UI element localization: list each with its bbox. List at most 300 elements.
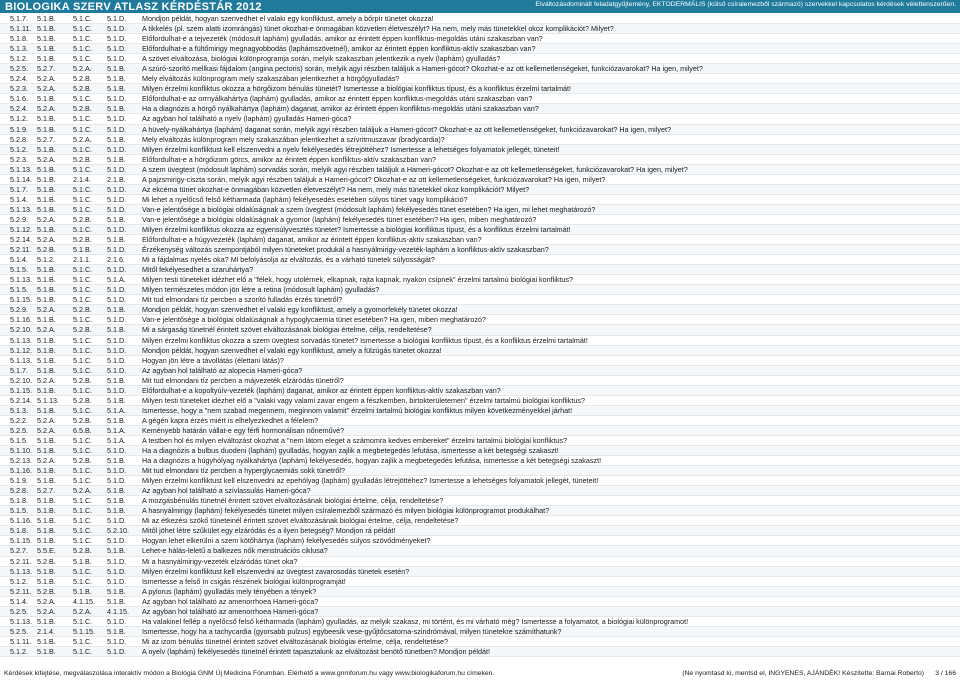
question-text: Van-e jelentősége a biológiai oldalúságnak a szem üvegtest (módosult laphám) fekélyesedés tünet esetében? Ha igen, mi lehet meghatározó? — [142, 204, 596, 214]
question-text: Van-e jelentősége a biológiai oldalúságnak a gyomor (laphám) fekélyesedés tünet esetében? Ha igen, miben meghatározó? — [142, 214, 537, 224]
question-text: Ha a diagnózis a bulbus duodeni (laphám) gyulladás, hogyan zajlik a megbetegedés lefutása, ismertesse a két betegségi szakaszt! — [142, 446, 559, 456]
question-row — [0, 44, 960, 54]
code-col-4: 5.1.D. — [107, 14, 127, 23]
code-col-4: 5.1.D. — [107, 54, 127, 64]
question-text: Mondjon példát, hogyan szenvedhet el valaki egy konfliktust, amely a fülzúgás tünetet okozza! — [142, 345, 442, 355]
question-row — [0, 195, 960, 205]
code-col-4: 5.1.B. — [107, 415, 126, 425]
question-text: Milyen testi tüneteket idézhet elő a "félek, hogy utolérnek, elkapnak, rajta kapnak, nyakon csípnek" érzelmi tartalmú biológiai konfliktus? — [142, 275, 573, 285]
question-row — [0, 466, 960, 476]
code-col-4: 5.1.D. — [107, 184, 127, 194]
question-row — [0, 446, 960, 456]
code-col-1: 5.1.7. — [10, 14, 28, 23]
code-col-1: 5.2.8. — [10, 134, 28, 144]
code-col-2: 5.2.A. — [37, 375, 56, 385]
code-col-1: 5.1.2. — [10, 576, 28, 586]
code-col-3: 5.1.C. — [73, 315, 93, 325]
code-col-4: 5.1.D. — [107, 144, 127, 154]
code-col-3: 5.1.C. — [73, 446, 93, 456]
code-col-1: 5.2.4. — [10, 74, 28, 84]
code-col-1: 5.2.13. — [10, 456, 32, 466]
question-row — [0, 416, 960, 426]
code-col-4: 5.1.A. — [107, 435, 126, 445]
code-col-2: 5.1.B. — [37, 576, 56, 586]
code-col-4: 5.1.D. — [107, 566, 127, 576]
question-row — [0, 165, 960, 175]
code-col-2: 5.2.7. — [37, 486, 55, 496]
code-col-3: 5.1.C. — [73, 365, 93, 375]
question-text: Előfordulhat-e a fültőmirigy megnagyobbodás (laphámszövetnél), amikor az érintett éppen konfliktus-aktív szakaszban van? — [142, 44, 536, 54]
question-text: A hüvely-nyálkahártya (laphám) daganat során, melyik agyi részben találjuk a Hameri-gócot? Okozhat-e az ott kellemetlenségeket, funkciózavarokat? Ha igen, milyet? — [142, 124, 671, 134]
question-row — [0, 396, 960, 406]
code-col-1: 5.1.13. — [10, 566, 32, 576]
code-col-4: 5.1.D. — [107, 114, 127, 124]
question-row — [0, 456, 960, 466]
code-col-1: 5.1.5. — [10, 265, 28, 275]
code-col-4: 5.1.B. — [107, 325, 126, 335]
code-col-4: 2.1.6. — [107, 255, 125, 265]
code-col-1: 5.1.9. — [10, 476, 28, 486]
code-col-1: 5.1.4. — [10, 596, 28, 606]
question-row — [0, 225, 960, 235]
code-col-4: 5.1.B. — [107, 546, 126, 556]
question-text: Milyen érzelmi konfliktus okozza a szem üvegtest sorvadás tünetet? Ismertesse a biológiai konfliktus típust, és a konfliktus érzelmi tartalmát! — [142, 335, 588, 345]
code-col-3: 5.2.B. — [73, 395, 92, 405]
code-col-1: 5.1.12. — [10, 224, 32, 234]
question-text: Ha a diagnózis a húgyhólyag nyálkahártya (laphám) fekélyesedés, hogyan zajlik a megbetegedés lefutása, ismertesse a két betegségi szakaszt! — [142, 456, 602, 466]
question-row — [0, 587, 960, 597]
code-col-4: 5.1.A. — [107, 425, 126, 435]
code-col-1: 5.2.11. — [10, 556, 32, 566]
question-row — [0, 436, 960, 446]
code-col-2: 5.1.B. — [37, 44, 56, 54]
question-text: Van-e jelentősége a biológiai oldalúságnak a hypoglycaemia tünet esetében? Ha igen, miben meghatározó? — [142, 315, 486, 325]
code-col-1: 5.1.15. — [10, 295, 32, 305]
question-text: Előfordulhat-e a húgyvezeték (laphám) daganat, amikor az érintett éppen konfliktus-aktív szakaszban van? — [142, 235, 482, 245]
code-col-3: 5.2.A. — [73, 64, 92, 74]
question-text: Milyen érzelmi konfliktus okozza a hörgőizom bénulás tünetét? Ismertesse a biológiai konfliktus típust, és a konfliktus érzelmi tartalmát! — [142, 84, 572, 94]
code-col-3: 5.2.B. — [73, 214, 92, 224]
code-col-4: 5.1.D. — [107, 164, 127, 174]
code-col-4: 5.1.B. — [107, 395, 126, 405]
question-row — [0, 647, 960, 657]
code-col-4: 5.1.B. — [107, 586, 126, 596]
code-col-4: 5.1.D. — [107, 476, 127, 486]
code-col-2: 5.2.B. — [37, 556, 56, 566]
code-col-1: 5.2.7. — [10, 546, 28, 556]
code-col-1: 5.1.2. — [10, 54, 28, 64]
code-col-3: 5.2.B. — [73, 325, 92, 335]
code-col-2: 5.1.B. — [37, 265, 56, 275]
code-col-1: 5.1.16. — [10, 315, 32, 325]
code-col-1: 5.1.13. — [10, 616, 32, 626]
code-col-2: 5.1.13. — [37, 395, 59, 405]
code-col-3: 5.1.C. — [73, 204, 93, 214]
code-col-2: 5.1.B. — [37, 355, 56, 365]
question-row — [0, 275, 960, 285]
page-number: 3 / 166 — [935, 670, 956, 677]
question-row — [0, 315, 960, 325]
code-col-1: 5.2.14. — [10, 235, 32, 245]
code-col-1: 5.1.12. — [10, 345, 32, 355]
question-row — [0, 34, 960, 44]
code-col-1: 5.2.2. — [10, 415, 28, 425]
question-text: Ha a diagnózis a hörgő nyálkahártya (laphám) daganat, amikor az érintett éppen konfliktus-megoldás utáni szakaszban van? — [142, 104, 539, 114]
code-col-1: 5.1.13. — [10, 355, 32, 365]
code-col-3: 5.2.B. — [73, 415, 92, 425]
question-row — [0, 24, 960, 34]
code-col-3: 5.1.C. — [73, 345, 93, 355]
question-text: Mondjon példát, hogyan szenvedhet el valaki egy konfliktust, amely a bőrpír tünetet okozza! — [142, 14, 434, 23]
code-col-1: 5.2.11. — [10, 586, 32, 596]
code-col-4: 5.1.D. — [107, 194, 127, 204]
code-col-2: 5.2.A. — [37, 154, 56, 164]
code-col-2: 5.1.B. — [37, 616, 56, 626]
question-text: A hasnyálmirigy (laphám) fekélyesedés tünetet milyen csíralemezből származó és milyen biológiai különprogramot produkálhat? — [142, 506, 550, 516]
question-text: A testben hol és milyen elváltozást okozhat a "nem látom eleget a számomra kedves embereket" érzelmi tartalmú biológiai konfliktus? — [142, 435, 567, 445]
question-row — [0, 245, 960, 255]
code-col-2: 5.2.A. — [37, 415, 56, 425]
code-col-3: 5.2.B. — [73, 375, 92, 385]
code-col-1: 5.1.16. — [10, 516, 32, 526]
question-text: A szövet elváltozása, biológiai különprogramja során, melyik szakaszban jelentkezik a nyelv (laphám) gyulladás? — [142, 54, 501, 64]
code-col-4: 5.1.D. — [107, 335, 127, 345]
code-col-3: 5.1.C. — [73, 124, 93, 134]
question-row — [0, 295, 960, 305]
page-footer — [0, 668, 960, 680]
code-col-1: 5.2.8. — [10, 486, 28, 496]
code-col-4: 5.1.B. — [107, 596, 126, 606]
code-col-2: 5.1.B. — [37, 335, 56, 345]
footer-credit: (Ne nyomtasd ki, mentsd el, INGYENES, AJÁNDÉK! Készítette: Barnai Roberto) — [682, 670, 924, 677]
question-text: Az agyban hol található az alopecia Hameri-góca? — [142, 365, 303, 375]
code-col-2: 5.2.A. — [37, 425, 56, 435]
code-col-4: 5.1.B. — [107, 74, 126, 84]
code-col-3: 5.1.C. — [73, 466, 93, 476]
question-text: Előfordulhat-e a tejvezeték (módosult laphám) gyulladás, amikor az érintett éppen konfliktus-megoldás utáni szakaszban van? — [142, 34, 543, 44]
question-row — [0, 536, 960, 546]
question-text: Hogyan jön létre a távollátás (élettani látás)? — [142, 355, 284, 365]
code-col-4: 5.1.B. — [107, 235, 126, 245]
code-col-4: 5.1.B. — [107, 375, 126, 385]
code-col-3: 5.1.C. — [73, 516, 93, 526]
question-text: Előfordulhat-e a kopoltyúív-vezeték (laphám) daganat, amikor az érintett éppen konfliktus-aktív szakaszban van? — [142, 385, 501, 395]
question-row — [0, 516, 960, 526]
question-text: Az agyban hol található az amenorrhoea Hameri-góca? — [142, 596, 319, 606]
question-text: Milyen testi tüneteket idézhet elő a "valaki vagy valami zavar engem a fészkemben, birtokterületemen" érzelmi tartalmú biológiai konfliktus? — [142, 395, 585, 405]
question-text: A szúró-szorító mellkasi fájdalom (angina pectoris) során, melyik agyi részben találjuk a Hameri-gócot? Okozhat-e az ott kellemetlenségeket, funkciózavarokat? Ha igen, milyet? — [142, 64, 703, 74]
code-col-2: 5.1.B. — [37, 466, 56, 476]
code-col-3: 5.1.C. — [73, 94, 93, 104]
code-col-2: 5.1.B. — [37, 345, 56, 355]
question-row — [0, 617, 960, 627]
code-col-3: 5.2.B. — [73, 154, 92, 164]
question-row — [0, 577, 960, 587]
code-col-4: 5.1.D. — [107, 446, 127, 456]
code-col-1: 5.1.11. — [10, 24, 32, 34]
question-row — [0, 14, 960, 24]
question-row — [0, 546, 960, 556]
question-text: Mitől fekélyesedhet a szaruhártya? — [142, 265, 254, 275]
code-col-3: 5.2.B. — [73, 305, 92, 315]
question-row — [0, 74, 960, 84]
code-col-1: 5.1.13. — [10, 335, 32, 345]
code-col-3: 5.1.C. — [73, 34, 93, 44]
code-col-3: 5.1.15. — [73, 626, 95, 636]
code-col-2: 5.1.B. — [37, 285, 56, 295]
code-col-3: 5.1.B. — [73, 556, 92, 566]
code-col-1: 5.1.2. — [10, 144, 28, 154]
code-col-4: 5.1.D. — [107, 224, 127, 234]
question-text: A mozgásbénulás tünetnél érintett szövet elváltozásának biológiai értelme, célja, rendeltetése? — [142, 496, 444, 506]
question-row — [0, 325, 960, 335]
question-text: Milyen érzelmi konfliktust kell elszenvedni az epehólyag (laphám) gyulladás létrejöttéhez? Ismertesse a lehetséges folyamatok jellegét, tüneteit! — [142, 476, 599, 486]
code-col-4: 5.1.D. — [107, 466, 127, 476]
code-col-2: 5.1.B. — [37, 506, 56, 516]
code-col-2: 5.1.B. — [37, 224, 56, 234]
code-col-3: 5.1.C. — [73, 385, 93, 395]
code-col-2: 5.1.B. — [37, 54, 56, 64]
code-col-2: 5.2.A. — [37, 325, 56, 335]
code-col-3: 5.1.C. — [73, 526, 93, 536]
code-col-3: 5.1.C. — [73, 224, 93, 234]
question-row — [0, 94, 960, 104]
code-col-4: 5.1.B. — [107, 214, 126, 224]
code-col-2: 5.1.B. — [37, 174, 56, 184]
code-col-3: 5.2.B. — [73, 104, 92, 114]
code-col-4: 5.1.D. — [107, 44, 127, 54]
code-col-2: 5.1.B. — [37, 14, 56, 23]
code-col-2: 5.1.B. — [37, 34, 56, 44]
code-col-4: 5.1.B. — [107, 305, 126, 315]
question-text: Ha valakinel fellép a nyelőcső felső kétharmada (laphám) gyulladás, az melyik szakasz, mi történt, és mi várható még? Ismertesse a folyamatot, a biológiai különprogramot! — [142, 616, 689, 626]
code-col-4: 5.1.A. — [107, 405, 126, 415]
question-row — [0, 155, 960, 165]
question-row — [0, 265, 960, 275]
code-col-2: 5.2.A. — [37, 84, 56, 94]
question-text: Keményebb határán vállat-e egy férfi hormonálisan nőneművé? — [142, 425, 345, 435]
code-col-4: 5.1.D. — [107, 536, 127, 546]
code-col-2: 5.1.B. — [37, 405, 56, 415]
question-row — [0, 114, 960, 124]
question-text: Milyen érzelmi konfliktust kell elszenvedni az üvegtest zavarosodás tünetek esetén? — [142, 566, 410, 576]
code-col-1: 5.2.4. — [10, 104, 28, 114]
code-col-2: 5.1.B. — [37, 315, 56, 325]
code-col-3: 5.1.C. — [73, 646, 93, 656]
code-col-2: 5.2.B. — [37, 586, 56, 596]
code-col-1: 5.1.13. — [10, 275, 32, 285]
code-col-2: 2.1.4. — [37, 626, 55, 636]
code-col-4: 5.1.D. — [107, 124, 127, 134]
code-col-3: 5.1.B. — [73, 245, 92, 255]
question-row — [0, 135, 960, 145]
code-col-3: 5.2.A. — [73, 606, 92, 616]
code-col-1: 5.1.16. — [10, 466, 32, 476]
question-row — [0, 376, 960, 386]
code-col-4: 5.1.D. — [107, 355, 127, 365]
question-row — [0, 366, 960, 376]
code-col-4: 5.1.B. — [107, 64, 126, 74]
code-col-3: 5.1.C. — [73, 275, 93, 285]
question-row — [0, 185, 960, 195]
question-row — [0, 476, 960, 486]
code-col-1: 5.1.6. — [10, 94, 28, 104]
question-text: Mi az étkezési szökő tüneteinél érintett szövet elváltozásának biológiai értelme, célja, rendeltetése? — [142, 516, 459, 526]
code-col-3: 5.1.C. — [73, 164, 93, 174]
question-row — [0, 557, 960, 567]
question-text: Az agyban hol található a szívlassulás Hameri-góca? — [142, 486, 311, 496]
question-text: Mitől jöhet létre szűkület egy elzáródás és a ilyen betegség? Mondjon rá példát! — [142, 526, 396, 536]
code-col-1: 5.2.10. — [10, 325, 32, 335]
code-col-4: 5.1.B. — [107, 626, 126, 636]
code-col-3: 5.2.B. — [73, 84, 92, 94]
question-row — [0, 506, 960, 516]
code-col-3: 5.1.C. — [73, 476, 93, 486]
code-col-1: 5.1.5. — [10, 435, 28, 445]
question-row — [0, 104, 960, 114]
code-col-1: 5.1.8. — [10, 34, 28, 44]
question-text: Mit tud elmondani tíz percben a hyperglycaemiás sokk tünetről? — [142, 466, 345, 476]
code-col-2: 5.2.B. — [37, 245, 56, 255]
code-col-2: 5.2.A. — [37, 596, 56, 606]
question-row — [0, 486, 960, 496]
code-col-2: 5.2.A. — [37, 235, 56, 245]
code-col-4: 5.1.D. — [107, 516, 127, 526]
question-row — [0, 627, 960, 637]
code-col-4: 4.1.15. — [107, 606, 129, 616]
code-col-4: 5.1.D. — [107, 636, 127, 646]
question-text: Milyen érzelmi konfliktus okozza az egyensúlyvesztés tünetet? Ismertesse a biológiai konfliktus típust, és a konfliktus érzelmi tartalmát! — [142, 224, 571, 234]
question-text: Előfordulhat-e az orrnyálkahártya (laphám) gyulladás, amikor az érintett éppen konfliktus-megoldás utáni szakaszban van? — [142, 94, 533, 104]
question-row — [0, 205, 960, 215]
code-col-1: 5.1.4. — [10, 255, 28, 265]
code-col-3: 5.1.B. — [73, 586, 92, 596]
code-col-1: 5.1.7. — [10, 365, 28, 375]
question-row — [0, 84, 960, 94]
code-col-3: 5.2.B. — [73, 456, 92, 466]
question-row — [0, 235, 960, 245]
code-col-1: 5.1.5. — [10, 285, 28, 295]
code-col-1: 5.2.5. — [10, 425, 28, 435]
code-col-1: 5.1.15. — [10, 385, 32, 395]
question-text: Hogyan lehet elkerülni a szem kötőhártya (laphám) fekélyesedés súlyos szövődményeket? — [142, 536, 431, 546]
code-col-3: 5.1.C. — [73, 405, 93, 415]
code-col-4: 5.1.D. — [107, 345, 127, 355]
code-col-4: 5.1.D. — [107, 245, 127, 255]
code-col-3: 2.1.1. — [73, 255, 91, 265]
code-col-3: 5.1.C. — [73, 435, 93, 445]
code-col-4: 5.1.D. — [107, 24, 127, 34]
code-col-2: 5.1.B. — [37, 365, 56, 375]
code-col-2: 5.1.B. — [37, 476, 56, 486]
code-col-2: 5.2.A. — [37, 305, 56, 315]
code-col-3: 5.1.C. — [73, 295, 93, 305]
code-col-3: 6.5.B. — [73, 425, 92, 435]
code-col-2: 5.1.B. — [37, 144, 56, 154]
code-col-3: 5.1.C. — [73, 496, 93, 506]
code-col-4: 5.1.D. — [107, 576, 127, 586]
question-row — [0, 255, 960, 265]
code-col-3: 5.1.C. — [73, 285, 93, 295]
code-col-4: 5.1.D. — [107, 616, 127, 626]
question-row — [0, 175, 960, 185]
code-col-2: 5.2.A. — [37, 456, 56, 466]
code-col-1: 5.1.15. — [10, 536, 32, 546]
question-row — [0, 64, 960, 74]
question-row — [0, 336, 960, 346]
question-text: Mi a sárgaság tünetnél érintett szövet elváltozásának biológiai értelme, célja, rendeltetése? — [142, 325, 432, 335]
question-row — [0, 526, 960, 536]
code-col-3: 5.1.C. — [73, 355, 93, 365]
question-row — [0, 597, 960, 607]
code-col-2: 5.2.7. — [37, 134, 55, 144]
code-col-1: 5.2.5. — [10, 606, 28, 616]
code-col-2: 5.5.E. — [37, 546, 56, 556]
code-col-2: 5.1.B. — [37, 184, 56, 194]
code-col-2: 5.1.B. — [37, 385, 56, 395]
code-col-4: 5.1.B. — [107, 456, 126, 466]
code-col-3: 5.1.C. — [73, 566, 93, 576]
question-row — [0, 145, 960, 155]
code-col-2: 5.1.B. — [37, 194, 56, 204]
code-col-3: 4.1.15. — [73, 596, 95, 606]
code-col-2: 5.1.B. — [37, 164, 56, 174]
code-col-4: 5.2.10. — [107, 526, 129, 536]
code-col-2: 5.1.B. — [37, 94, 56, 104]
question-text: A szem üvegtest (módosult laphám) sorvadás során, melyik agyi részben találjuk a Hameri-gócot? Okozhat-e az ott kellemetlenségeket, funkciózavarokat? Ha igen, milyet? — [142, 164, 688, 174]
question-text: Mit tud elmondani tíz percben a májvezeték elzáródás tünetről? — [142, 375, 344, 385]
code-col-2: 5.2.A. — [37, 74, 56, 84]
question-row — [0, 125, 960, 135]
code-col-1: 5.2.3. — [10, 154, 28, 164]
question-text: Milyen érzelmi konfliktust kell elszenvedni a nyelv fekélyesedés létrejöttéhez? Ismertesse a lehetséges folyamatok jellegét, tüneteit! — [142, 144, 560, 154]
code-col-4: 5.1.D. — [107, 34, 127, 44]
code-col-3: 5.1.C. — [73, 506, 93, 516]
question-text: A pylorus (laphám) gyulladás mely tényében a tények? — [142, 586, 317, 596]
question-text: Előfordulhat-e a hörgőizom görcs, amikor az érintett éppen konfliktus-aktív szakaszban van? — [142, 154, 437, 164]
code-col-4: 5.1.D. — [107, 295, 127, 305]
code-col-4: 5.1.D. — [107, 556, 127, 566]
code-col-3: 5.1.C. — [73, 24, 93, 34]
code-col-2: 5.1.B. — [37, 275, 56, 285]
question-text: Mit tud elmondani tíz percben a szorító fulladás érzés tünetről? — [142, 295, 343, 305]
code-col-3: 5.1.C. — [73, 576, 93, 586]
code-col-1: 5.1.3. — [10, 405, 28, 415]
question-row — [0, 406, 960, 416]
code-col-4: 5.1.A. — [107, 275, 126, 285]
code-col-4: 5.1.D. — [107, 365, 127, 375]
code-col-2: 5.2.A. — [37, 606, 56, 616]
question-text: Ismertesse a felső ín csigás részének biológiai különprogramját! — [142, 576, 346, 586]
code-col-4: 5.1.B. — [107, 134, 126, 144]
code-col-2: 5.1.B. — [37, 204, 56, 214]
code-col-1: 5.1.4. — [10, 194, 28, 204]
question-text: A tikkelés (pl. szem alatti izomrángás) tünet okozhat-e önmagában közvetlen életveszélyt? Ha nem, mely más tünetekkel okoz komplikációt? Milyet? — [142, 24, 614, 34]
code-col-3: 5.1.C. — [73, 144, 93, 154]
code-col-1: 5.1.5. — [10, 506, 28, 516]
question-text: Mi a fájdalmas nyelés oka? Mi befolyásolja az elváltozás, és a várható tünetek súlyosságát? — [142, 255, 435, 265]
code-col-2: 5.1.B. — [37, 446, 56, 456]
code-col-3: 5.1.C. — [73, 616, 93, 626]
question-row — [0, 54, 960, 64]
question-row — [0, 496, 960, 506]
question-row — [0, 637, 960, 647]
question-text: Ismertesse, hogy ha a tachycardia (gyorsabb pulzus) egybeesik vese-gyűjtőcsatorna-szindrómával, milyen tünetekre számíthatunk? — [142, 626, 562, 636]
code-col-4: 5.1.D. — [107, 315, 127, 325]
code-col-3: 5.1.C. — [73, 14, 93, 23]
question-row — [0, 426, 960, 436]
code-col-1: 5.2.3. — [10, 84, 28, 94]
